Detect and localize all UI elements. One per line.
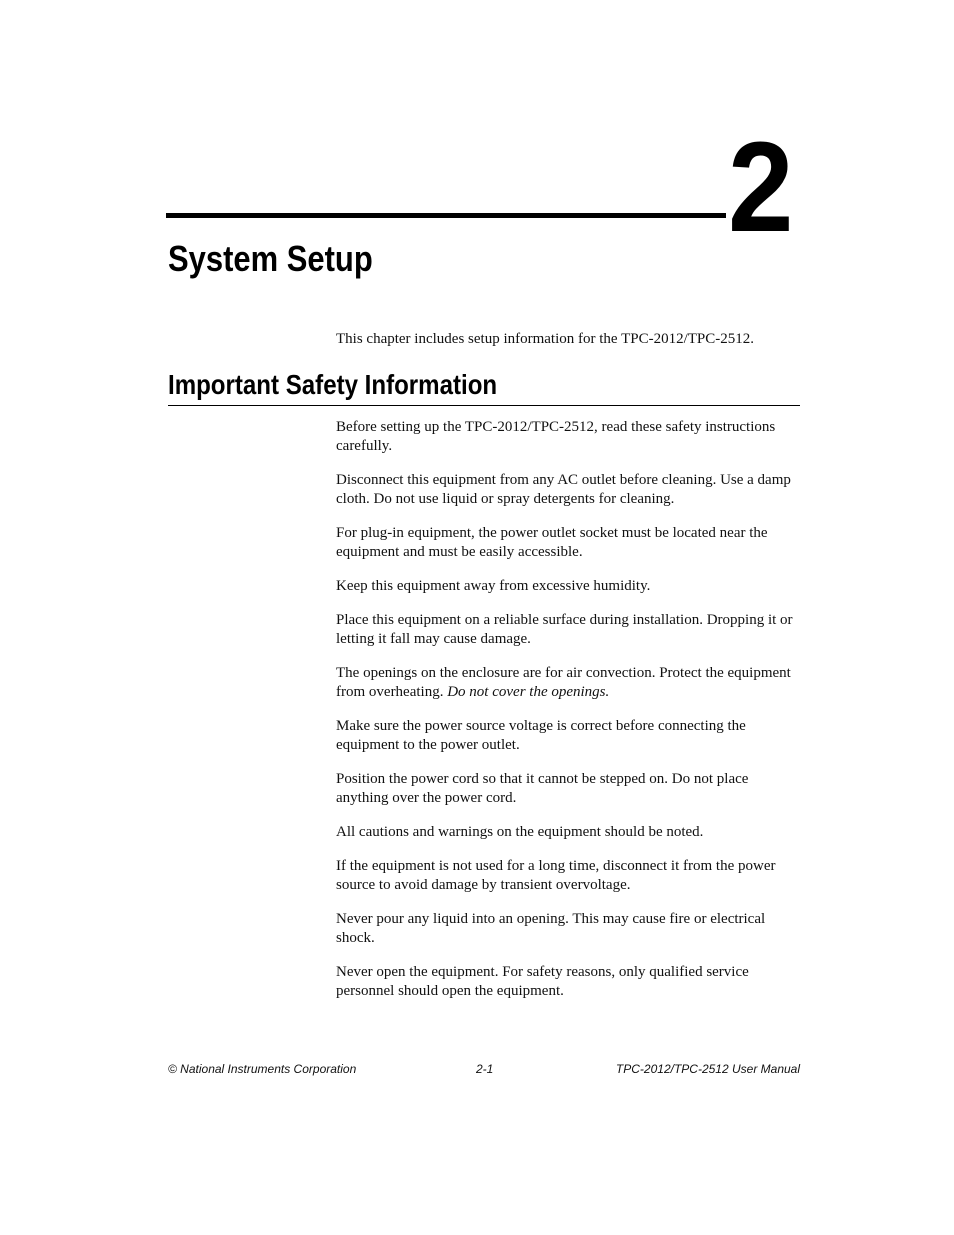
paragraph-text: The openings on the enclosure are for air convection. Protect the equipment from overheating. [336, 665, 791, 700]
manual-title: TPC-2012/TPC-2512 User Manual [615, 1062, 800, 1076]
paragraph: All cautions and warnings on the equipment should be noted. [336, 824, 704, 840]
paragraph: Before setting up the TPC-2012/TPC-2512, read these safety instructions carefully. [336, 419, 776, 454]
paragraph: For plug-in equipment, the power outlet socket must be located near the equipment and must be easily accessible. [336, 525, 768, 560]
chapter-rule [166, 213, 726, 218]
section-heading: Important Safety Information [168, 369, 498, 400]
paragraph: Keep this equipment away from excessive humidity. [336, 578, 651, 594]
page-footer [168, 1061, 800, 1079]
paragraph [336, 664, 802, 702]
paragraph: Never pour any liquid into an opening. This may cause fire or electrical shock. [336, 911, 766, 946]
chapter-title: System Setup [168, 238, 373, 279]
paragraph: Place this equipment on a reliable surface during installation. Dropping it or letting it fall may cause damage. [336, 612, 793, 647]
paragraph: Never open the equipment. For safety reasons, only qualified service personnel should open the equipment. [336, 964, 749, 999]
paragraph: If the equipment is not used for a long time, disconnect it from the power source to avoid damage by transient overvoltage. [336, 858, 776, 893]
chapter-number: 2 [728, 116, 790, 259]
safety-instructions [336, 418, 802, 1016]
emphasis-text: Do not cover the openings. [447, 684, 610, 700]
page-number: 2-1 [476, 1062, 494, 1076]
paragraph: Position the power cord so that it cannot be stepped on. Do not place anything over the power cord. [336, 771, 749, 806]
section-rule [168, 405, 800, 406]
chapter-intro: This chapter includes setup information for the TPC-2012/TPC-2512. [336, 331, 754, 347]
paragraph: Make sure the power source voltage is correct before connecting the equipment to the power outlet. [336, 718, 746, 753]
footer-copyright: © National Instruments Corporation [168, 1062, 357, 1076]
paragraph: Disconnect this equipment from any AC outlet before cleaning. Use a damp cloth. Do not use liquid or spray detergents for cleaning. [336, 472, 791, 507]
